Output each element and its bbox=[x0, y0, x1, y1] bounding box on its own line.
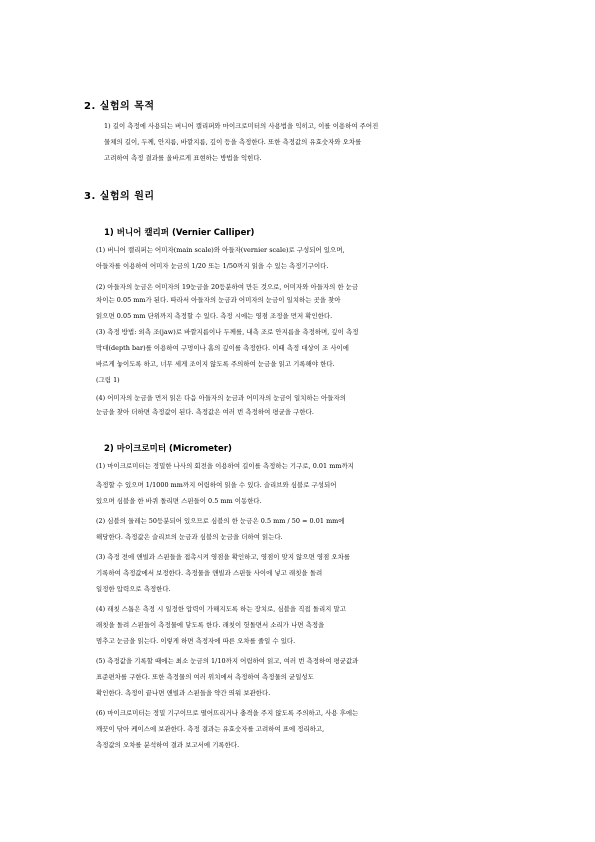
paragraph-line: (1) 버니어 캘리퍼는 어미자(main scale)와 아들자(vernier scale)로 구성되어 있으며, bbox=[96, 246, 345, 254]
paragraph-line: 측정값의 오차를 분석하여 결과 보고서에 기록한다. bbox=[96, 741, 240, 749]
paragraph-line: 기록하여 측정값에서 보정한다. 측정물을 앤빌과 스핀들 사이에 넣고 래칫을 돌려 bbox=[96, 569, 323, 577]
paragraph-line: 고려하여 측정 결과를 올바르게 표현하는 방법을 익힌다. bbox=[104, 154, 262, 162]
paragraph-line: 아들자를 이용하여 어미자 눈금의 1/20 또는 1/50까지 읽을 수 있는 측정기구이다. bbox=[96, 262, 329, 270]
paragraph-line: 차이는 0.05 mm가 된다. 따라서 아들자의 눈금과 어미자의 눈금이 일치하는 곳을 찾아 bbox=[96, 296, 341, 304]
paragraph-line: (4) 어미자의 눈금을 먼저 읽은 다음 아들자의 눈금과 어미자의 눈금이 일치하는 아들자의 bbox=[96, 394, 346, 402]
paragraph-line: 막대(depth bar)를 이용하여 구멍이나 홈의 깊이를 측정한다. 이때 측정 대상이 조 사이에 bbox=[96, 344, 349, 352]
subsection-title-micrometer: 2) 마이크로미터 (Micrometer) bbox=[104, 444, 232, 454]
paragraph-line: 읽으면 0.05 mm 단위까지 측정할 수 있다. 측정 시에는 영점 조정을 먼저 확인한다. bbox=[96, 312, 333, 320]
paragraph-line: (그림 1) bbox=[96, 376, 120, 384]
paragraph-line: 래칫을 돌려 스핀들이 측정물에 닿도록 한다. 래칫이 헛돌면서 소리가 나면 측정을 bbox=[96, 621, 325, 629]
paragraph-line: 측정할 수 있으며 1/1000 mm까지 어림하여 읽을 수 있다. 슬리브와 심블로 구성되어 bbox=[96, 481, 337, 489]
paragraph-line: 해당한다. 측정값은 슬리브의 눈금과 심블의 눈금을 더하여 읽는다. bbox=[96, 533, 283, 541]
paragraph-line: (5) 측정값을 기록할 때에는 최소 눈금의 1/10까지 어림하여 읽고, 여러 번 측정하여 평균값과 bbox=[96, 657, 359, 665]
paragraph-line: 있으며 심블을 한 바퀴 돌리면 스핀들이 0.5 mm 이동한다. bbox=[96, 497, 262, 505]
paragraph-line: 깨끗이 닦아 케이스에 보관한다. 측정 결과는 유효숫자를 고려하여 표에 정리하고, bbox=[96, 725, 325, 733]
paragraph-line: 물체의 길이, 두께, 안지름, 바깥지름, 깊이 등을 측정한다. 또한 측정값의 유효숫자와 오차를 bbox=[104, 138, 362, 146]
paragraph-line: 표준편차를 구한다. 또한 측정물의 여러 위치에서 측정하여 측정물의 균일성도 bbox=[96, 673, 314, 681]
section-title-purpose: 2. 실험의 목적 bbox=[84, 101, 155, 112]
section-title-theory: 3. 실험의 원리 bbox=[84, 191, 155, 202]
paragraph-line: 확인한다. 측정이 끝나면 앤빌과 스핀들을 약간 띄워 보관한다. bbox=[96, 689, 271, 697]
paragraph-line: 멈추고 눈금을 읽는다. 이렇게 하면 측정자에 따른 오차를 줄일 수 있다. bbox=[96, 637, 296, 645]
paragraph-line: (1) 마이크로미터는 정밀한 나사의 회전을 이용하여 길이를 측정하는 기구로, 0.01 mm까지 bbox=[96, 462, 354, 470]
paragraph-line: (3) 측정 전에 앤빌과 스핀들을 접촉시켜 영점을 확인하고, 영점이 맞지 않으면 영점 오차를 bbox=[96, 553, 351, 561]
paragraph-line: (2) 심블의 둘레는 50등분되어 있으므로 심블의 한 눈금은 0.5 mm / 50 = 0.01 mm에 bbox=[96, 517, 345, 525]
paragraph-line: 1) 길이 측정에 사용되는 버니어 캘리퍼와 마이크로미터의 사용법을 익히고, 이를 이용하여 주어진 bbox=[104, 122, 379, 130]
subsection-title-vernier: 1) 버니어 캘리퍼 (Vernier Calliper) bbox=[104, 228, 255, 238]
paragraph-line: (2) 아들자의 눈금은 어미자의 19눈금을 20등분하여 만든 것으로, 어미자와 아들자의 한 눈금 bbox=[96, 283, 359, 291]
paragraph-line: 일정한 압력으로 측정한다. bbox=[96, 585, 171, 593]
paragraph-line: 바르게 놓이도록 하고, 너무 세게 조이지 않도록 주의하여 눈금을 읽고 기록해야 한다. bbox=[96, 360, 335, 368]
paragraph-line: 눈금을 찾아 더하면 측정값이 된다. 측정값은 여러 번 측정하여 평균을 구한다. bbox=[96, 408, 314, 416]
paragraph-line: (4) 래칫 스톱은 측정 시 일정한 압력이 가해지도록 하는 장치로, 심블을 직접 돌리지 말고 bbox=[96, 605, 346, 613]
paragraph-line: (3) 측정 방법: 외측 조(jaw)로 바깥지름이나 두께를, 내측 조로 안지름을 측정하며, 깊이 측정 bbox=[96, 328, 359, 336]
paragraph-line: (6) 마이크로미터는 정밀 기구이므로 떨어뜨리거나 충격을 주지 않도록 주의하고, 사용 후에는 bbox=[96, 709, 359, 717]
